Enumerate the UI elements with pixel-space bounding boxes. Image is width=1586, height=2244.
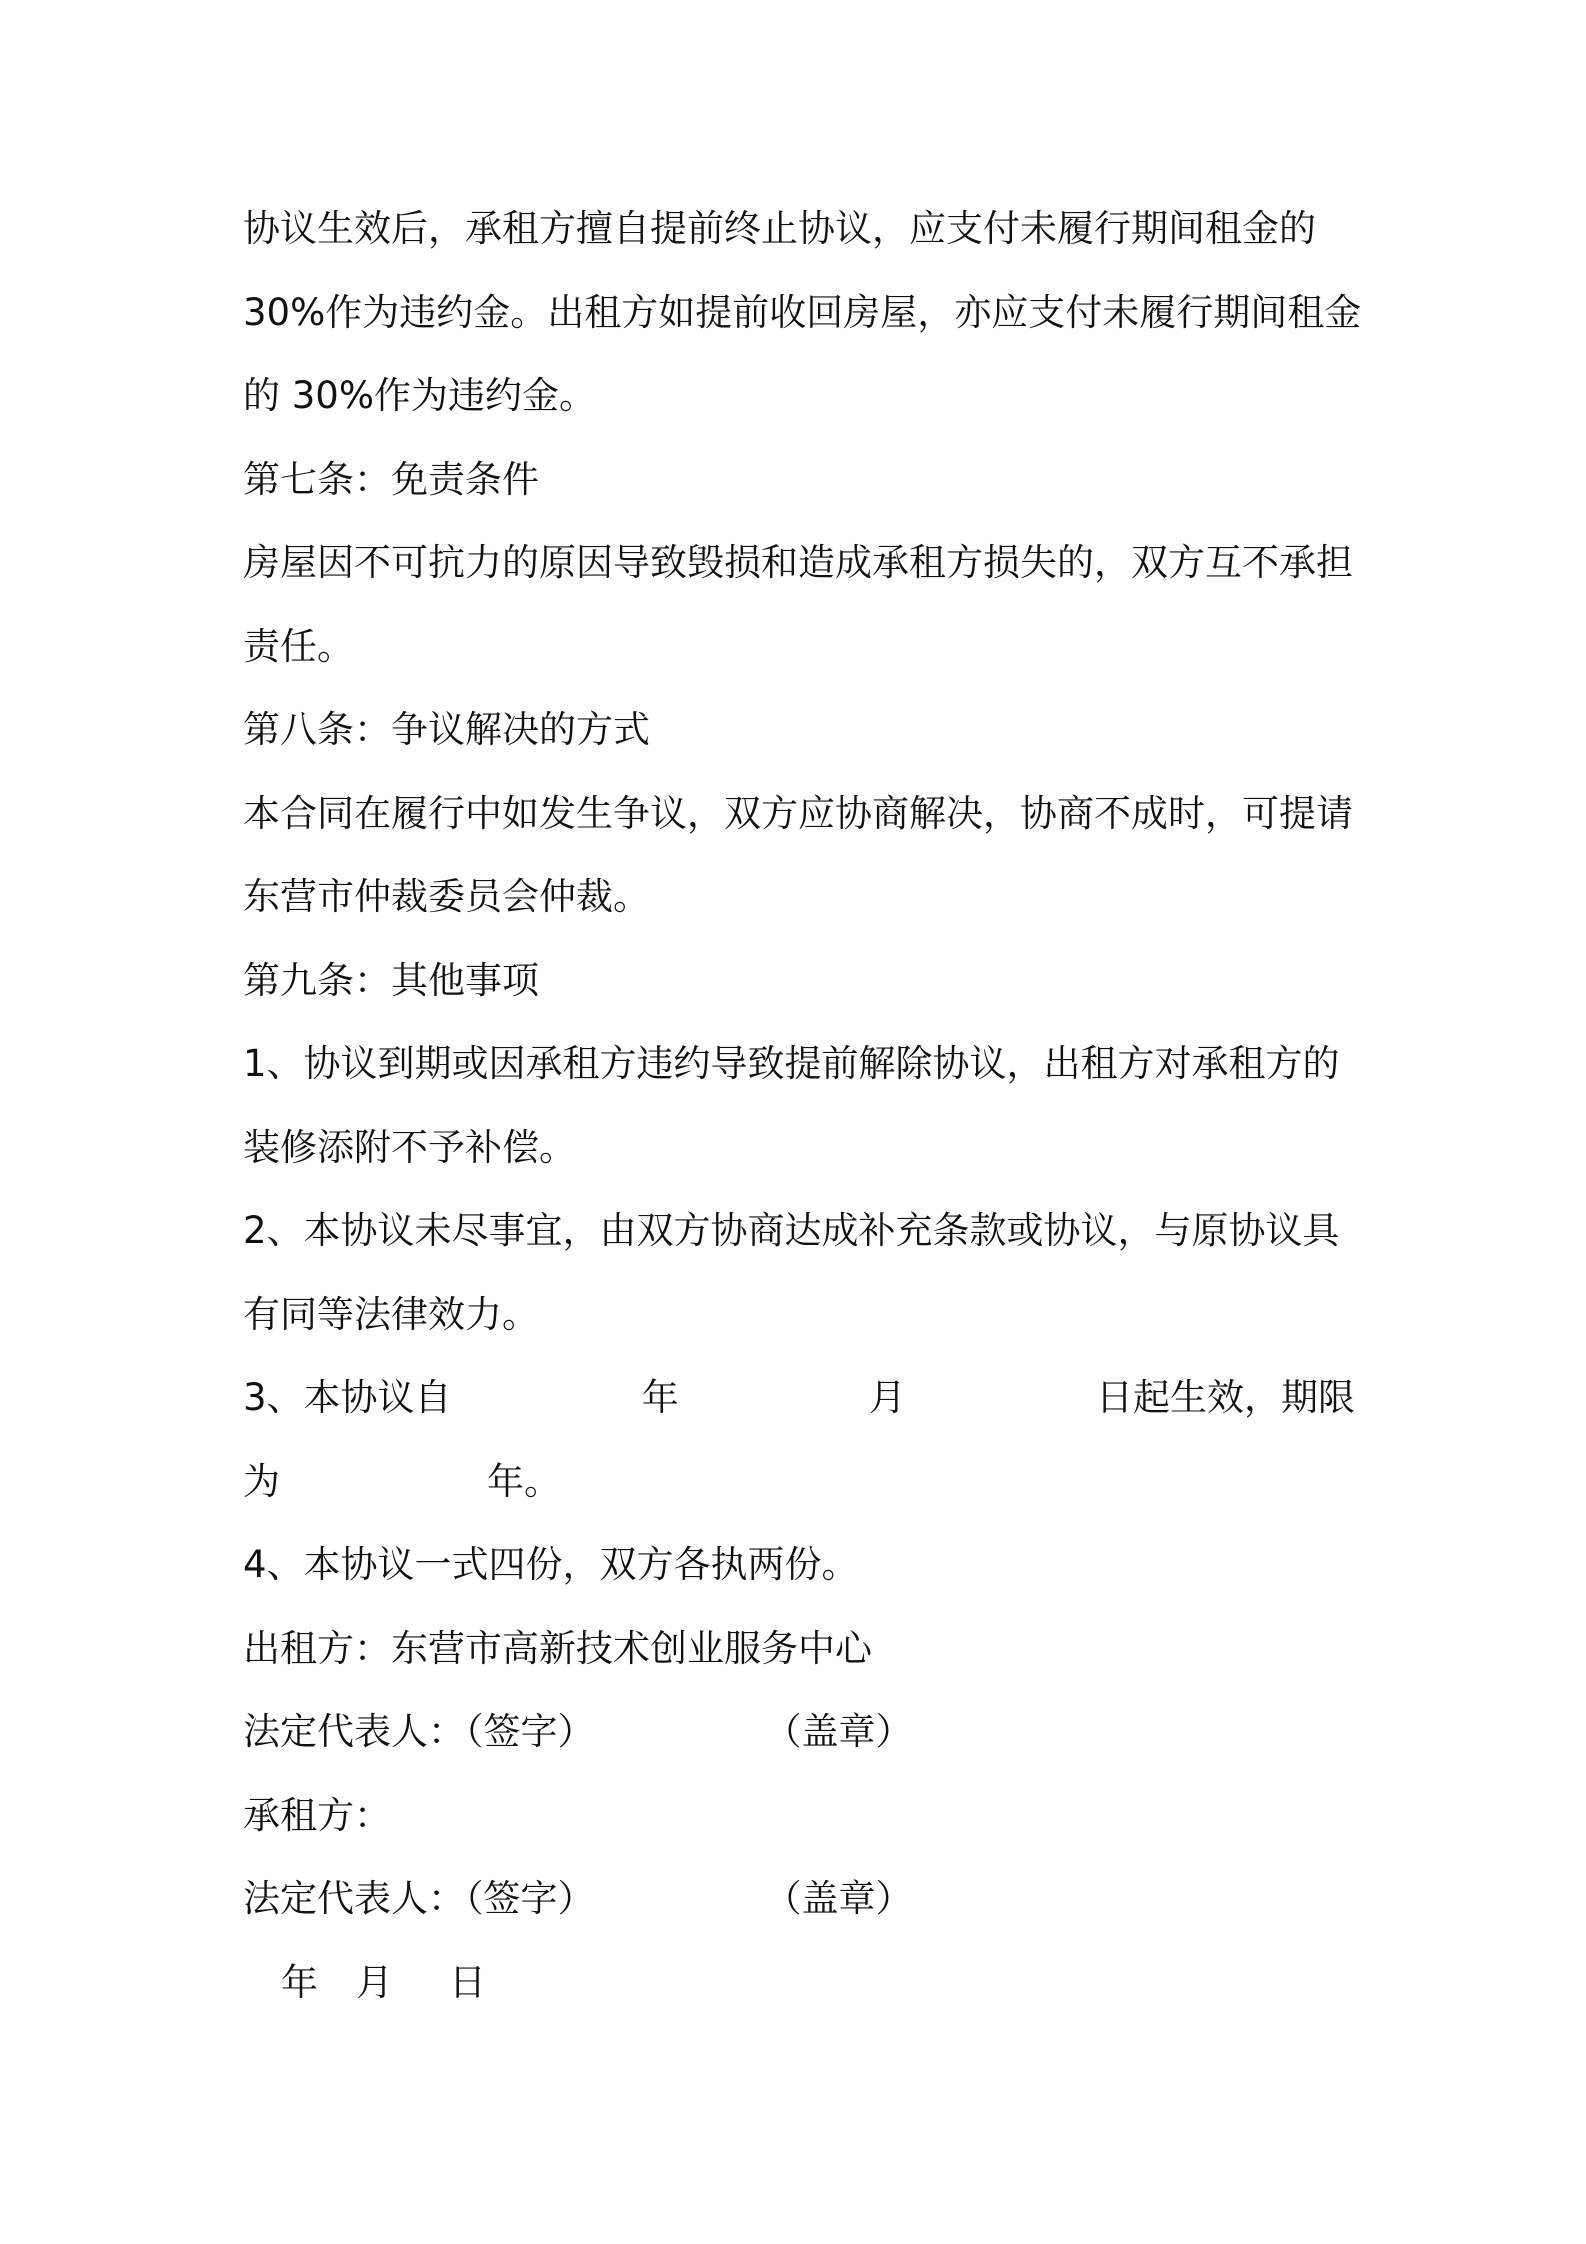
signing-date-month: 月: [356, 1961, 393, 2004]
list-item-line: 2、本协议未尽事宜，由双方协商达成补充条款或协议，与原协议具: [243, 1209, 1340, 1252]
effective-date-line: [243, 1376, 1355, 1419]
lessor-name: 出租方：东营市高新技术创业服务中心: [243, 1627, 872, 1670]
lessor-signature-label: 法定代表人：（签字）: [243, 1710, 595, 1753]
term-prefix: 为: [243, 1460, 280, 1503]
list-item-line: 4、本协议一式四份，双方各执两份。: [243, 1543, 859, 1586]
paragraph-line: 协议生效后，承租方擅自提前终止协议，应支付未履行期间租金的: [243, 207, 1316, 250]
lessor-seal-label: （盖章）: [764, 1710, 913, 1753]
signing-date-year: 年: [281, 1961, 318, 2004]
paragraph-line: 的 30%作为违约金。: [243, 374, 596, 417]
paragraph-line: 本合同在履行中如发生争议，双方应协商解决，协商不成时，可提请: [243, 792, 1353, 835]
paragraph-line: 责任。: [243, 625, 354, 668]
lessee-name: 承租方：: [243, 1794, 391, 1837]
article-8-heading: 第八条：争议解决的方式: [243, 708, 650, 751]
effective-date-month: 月: [868, 1376, 906, 1419]
lessee-representative-line: [243, 1877, 913, 1920]
effective-date-year: 年: [641, 1376, 679, 1419]
list-item-line: 有同等法律效力。: [243, 1293, 539, 1336]
list-item-line: 1、协议到期或因承租方违约导致提前解除协议，出租方对承租方的: [243, 1042, 1340, 1085]
effective-date-suffix: 日起生效，期限: [1095, 1376, 1355, 1419]
term-years: 年。: [487, 1460, 561, 1503]
lessor-representative-line: [243, 1710, 913, 1753]
effective-date-prefix: 3、本协议自: [243, 1376, 452, 1419]
lessee-seal-label: （盖章）: [764, 1877, 913, 1920]
article-7-heading: 第七条：免责条件: [243, 458, 539, 501]
signing-date-day: 日: [449, 1961, 486, 2004]
lessee-signature-label: 法定代表人：（签字）: [243, 1877, 595, 1920]
paragraph-line: 房屋因不可抗力的原因导致毁损和造成承租方损失的，双方互不承担: [243, 541, 1353, 584]
paragraph-line: 东营市仲裁委员会仲裁。: [243, 875, 650, 918]
term-line: [243, 1460, 561, 1503]
list-item-line: 装修添附不予补偿。: [243, 1126, 576, 1169]
signing-date-line: [281, 1961, 486, 2004]
article-9-heading: 第九条：其他事项: [243, 959, 539, 1002]
paragraph-line: 30%作为违约金。出租方如提前收回房屋，亦应支付未履行期间租金: [243, 291, 1362, 334]
